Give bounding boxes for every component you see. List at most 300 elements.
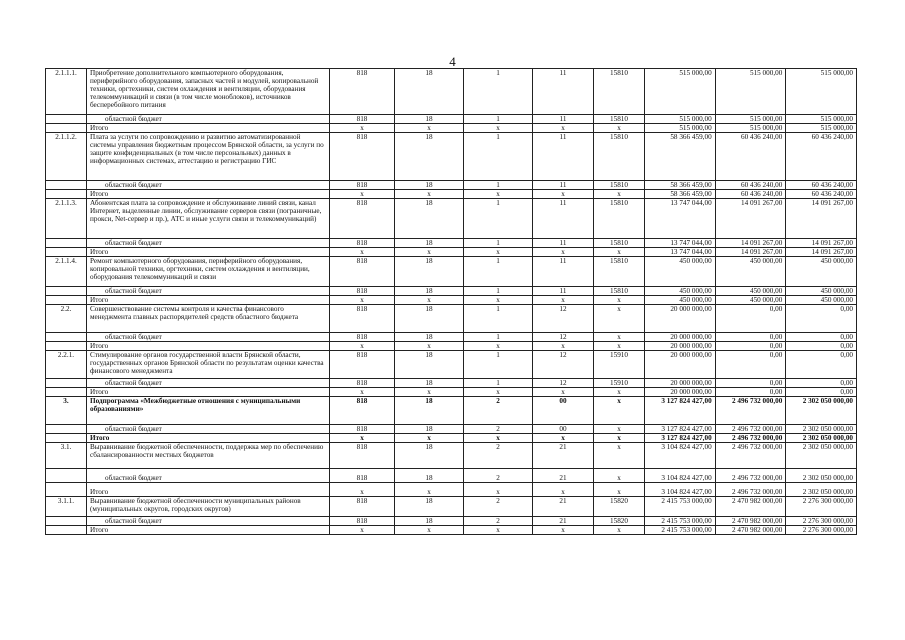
glavny-rasporyaditel-cell: x bbox=[330, 190, 395, 199]
row-name-cell: Итого bbox=[87, 248, 330, 257]
razdel-cell: x bbox=[395, 483, 464, 497]
napravlenie-cell: x bbox=[594, 469, 645, 483]
amount-year-3-cell: 14 091 267,00 bbox=[786, 239, 857, 248]
row-name-cell: областной бюджет bbox=[87, 239, 330, 248]
glavny-rasporyaditel-cell: 818 bbox=[330, 133, 395, 181]
meropriyatie-cell: 11 bbox=[533, 181, 594, 190]
row-name-cell: Выравнивание бюджетной обеспеченности, поддержка мер по обеспечению сбалансированности местных бюджетов bbox=[87, 443, 330, 469]
amount-year-3-cell: 450 000,00 bbox=[786, 287, 857, 296]
glavny-rasporyaditel-cell: 818 bbox=[330, 351, 395, 379]
amount-year-2-cell: 0,00 bbox=[715, 379, 786, 388]
razdel-cell: 18 bbox=[395, 115, 464, 124]
meropriyatie-cell: x bbox=[533, 434, 594, 443]
amount-year-3-cell: 2 302 050 000,00 bbox=[786, 397, 857, 425]
podrazdel-cell: 1 bbox=[464, 115, 533, 124]
budget-source-row bbox=[46, 239, 857, 248]
activity-row bbox=[46, 351, 857, 379]
amount-year-2-cell: 2 470 982 000,00 bbox=[715, 517, 786, 526]
glavny-rasporyaditel-cell: 818 bbox=[330, 69, 395, 115]
podrazdel-cell: 1 bbox=[464, 305, 533, 333]
razdel-cell: x bbox=[395, 124, 464, 133]
amount-year-3-cell: 515 000,00 bbox=[786, 124, 857, 133]
row-code-cell bbox=[46, 388, 87, 397]
activity-row bbox=[46, 257, 857, 287]
amount-year-1-cell: 2 415 753 000,00 bbox=[645, 497, 716, 517]
amount-year-3-cell: 60 436 240,00 bbox=[786, 181, 857, 190]
razdel-cell: 18 bbox=[395, 305, 464, 333]
budget-source-row bbox=[46, 469, 857, 483]
amount-year-1-cell: 20 000 000,00 bbox=[645, 379, 716, 388]
amount-year-1-cell: 515 000,00 bbox=[645, 115, 716, 124]
amount-year-1-cell: 3 127 824 427,00 bbox=[645, 397, 716, 425]
razdel-cell: 18 bbox=[395, 425, 464, 434]
row-code-cell bbox=[46, 342, 87, 351]
amount-year-3-cell: 0,00 bbox=[786, 342, 857, 351]
glavny-rasporyaditel-cell: x bbox=[330, 248, 395, 257]
meropriyatie-cell: x bbox=[533, 526, 594, 535]
napravlenie-cell: 15810 bbox=[594, 287, 645, 296]
row-code-cell bbox=[46, 333, 87, 342]
meropriyatie-cell: 11 bbox=[533, 257, 594, 287]
glavny-rasporyaditel-cell: 818 bbox=[330, 239, 395, 248]
meropriyatie-cell: 00 bbox=[533, 425, 594, 434]
napravlenie-cell: x bbox=[594, 305, 645, 333]
amount-year-2-cell: 14 091 267,00 bbox=[715, 239, 786, 248]
napravlenie-cell: 15910 bbox=[594, 379, 645, 388]
amount-year-3-cell: 515 000,00 bbox=[786, 115, 857, 124]
meropriyatie-cell: 21 bbox=[533, 443, 594, 469]
total-row bbox=[46, 434, 857, 443]
podrazdel-cell: 1 bbox=[464, 199, 533, 239]
row-code-cell bbox=[46, 124, 87, 133]
glavny-rasporyaditel-cell: x bbox=[330, 296, 395, 305]
total-row bbox=[46, 342, 857, 351]
glavny-rasporyaditel-cell: 818 bbox=[330, 443, 395, 469]
napravlenie-cell: x bbox=[594, 443, 645, 469]
row-name-cell: областной бюджет bbox=[87, 287, 330, 296]
row-name-cell: Совершенствование системы контроля и качества финансового менеджмента главных распорядителей средств областного бюджета bbox=[87, 305, 330, 333]
budget-source-row bbox=[46, 379, 857, 388]
amount-year-3-cell: 0,00 bbox=[786, 379, 857, 388]
napravlenie-cell: 15810 bbox=[594, 69, 645, 115]
row-name-cell: Подпрограмма «Межбюджетные отношения с муниципальными образованиями» bbox=[87, 397, 330, 425]
napravlenie-cell: 15810 bbox=[594, 115, 645, 124]
podrazdel-cell: 1 bbox=[464, 333, 533, 342]
amount-year-1-cell: 20 000 000,00 bbox=[645, 333, 716, 342]
row-name-cell: Итого bbox=[87, 483, 330, 497]
razdel-cell: 18 bbox=[395, 497, 464, 517]
napravlenie-cell: 15910 bbox=[594, 351, 645, 379]
podrazdel-cell: 1 bbox=[464, 133, 533, 181]
podrazdel-cell: 1 bbox=[464, 181, 533, 190]
budget-source-row bbox=[46, 333, 857, 342]
amount-year-1-cell: 58 366 459,00 bbox=[645, 190, 716, 199]
row-code-cell bbox=[46, 483, 87, 497]
activity-row bbox=[46, 133, 857, 181]
glavny-rasporyaditel-cell: 818 bbox=[330, 333, 395, 342]
row-code-cell bbox=[46, 190, 87, 199]
amount-year-2-cell: 0,00 bbox=[715, 333, 786, 342]
napravlenie-cell: x bbox=[594, 342, 645, 351]
meropriyatie-cell: 21 bbox=[533, 469, 594, 483]
podrazdel-cell: x bbox=[464, 434, 533, 443]
razdel-cell: 18 bbox=[395, 287, 464, 296]
podrazdel-cell: 2 bbox=[464, 517, 533, 526]
amount-year-1-cell: 58 366 459,00 bbox=[645, 133, 716, 181]
row-code-cell bbox=[46, 115, 87, 124]
amount-year-3-cell: 450 000,00 bbox=[786, 296, 857, 305]
meropriyatie-cell: x bbox=[533, 342, 594, 351]
amount-year-1-cell: 450 000,00 bbox=[645, 296, 716, 305]
podrazdel-cell: 1 bbox=[464, 239, 533, 248]
podrazdel-cell: x bbox=[464, 296, 533, 305]
row-code-cell bbox=[46, 181, 87, 190]
napravlenie-cell: x bbox=[594, 397, 645, 425]
amount-year-2-cell: 0,00 bbox=[715, 388, 786, 397]
glavny-rasporyaditel-cell: 818 bbox=[330, 115, 395, 124]
razdel-cell: 18 bbox=[395, 239, 464, 248]
row-code-cell bbox=[46, 248, 87, 257]
meropriyatie-cell: 11 bbox=[533, 115, 594, 124]
razdel-cell: x bbox=[395, 526, 464, 535]
napravlenie-cell: 15810 bbox=[594, 257, 645, 287]
row-name-cell: областной бюджет bbox=[87, 333, 330, 342]
row-code-cell: 3.1. bbox=[46, 443, 87, 469]
amount-year-1-cell: 58 366 459,00 bbox=[645, 181, 716, 190]
podrazdel-cell: x bbox=[464, 248, 533, 257]
razdel-cell: 18 bbox=[395, 469, 464, 483]
row-code-cell: 3. bbox=[46, 397, 87, 425]
podrazdel-cell: 1 bbox=[464, 69, 533, 115]
meropriyatie-cell: 12 bbox=[533, 305, 594, 333]
row-name-cell: Итого bbox=[87, 388, 330, 397]
row-code-cell: 2.1.1.4. bbox=[46, 257, 87, 287]
row-code-cell bbox=[46, 379, 87, 388]
glavny-rasporyaditel-cell: x bbox=[330, 526, 395, 535]
amount-year-1-cell: 20 000 000,00 bbox=[645, 342, 716, 351]
total-row bbox=[46, 388, 857, 397]
amount-year-1-cell: 3 127 824 427,00 bbox=[645, 434, 716, 443]
napravlenie-cell: x bbox=[594, 434, 645, 443]
amount-year-1-cell: 450 000,00 bbox=[645, 257, 716, 287]
page-number: 4 bbox=[449, 54, 456, 69]
podrazdel-cell: x bbox=[464, 483, 533, 497]
row-code-cell bbox=[46, 296, 87, 305]
row-code-cell bbox=[46, 287, 87, 296]
row-name-cell: Стимулирование органов государственной власти Брянской области, государственных органов Брянской области по результатам оценки качества финансового менеджмента bbox=[87, 351, 330, 379]
podrazdel-cell: x bbox=[464, 388, 533, 397]
glavny-rasporyaditel-cell: x bbox=[330, 342, 395, 351]
amount-year-1-cell: 3 104 824 427,00 bbox=[645, 469, 716, 483]
amount-year-3-cell: 2 302 050 000,00 bbox=[786, 469, 857, 483]
glavny-rasporyaditel-cell: 818 bbox=[330, 469, 395, 483]
napravlenie-cell: 15810 bbox=[594, 199, 645, 239]
row-name-cell: Приобретение дополнительного компьютерного оборудования, периферийного оборудования, запасных частей и модулей, копировальной техники, оргтехники, систем охлаждения и вентиляции, оборудования телекоммуникаций и связи (в том числе моноблоков), источников бесперебойного питания bbox=[87, 69, 330, 115]
podrazdel-cell: 2 bbox=[464, 425, 533, 434]
razdel-cell: x bbox=[395, 296, 464, 305]
row-code-cell bbox=[46, 434, 87, 443]
amount-year-1-cell: 3 104 824 427,00 bbox=[645, 443, 716, 469]
razdel-cell: 18 bbox=[395, 257, 464, 287]
razdel-cell: 18 bbox=[395, 351, 464, 379]
total-row bbox=[46, 248, 857, 257]
budget-source-row bbox=[46, 425, 857, 434]
meropriyatie-cell: 21 bbox=[533, 497, 594, 517]
meropriyatie-cell: x bbox=[533, 124, 594, 133]
napravlenie-cell: 15820 bbox=[594, 497, 645, 517]
meropriyatie-cell: x bbox=[533, 483, 594, 497]
napravlenie-cell: x bbox=[594, 124, 645, 133]
glavny-rasporyaditel-cell: 818 bbox=[330, 199, 395, 239]
napravlenie-cell: x bbox=[594, 248, 645, 257]
glavny-rasporyaditel-cell: 818 bbox=[330, 397, 395, 425]
razdel-cell: 18 bbox=[395, 133, 464, 181]
row-name-cell: Итого bbox=[87, 124, 330, 133]
row-name-cell: областной бюджет bbox=[87, 517, 330, 526]
total-row bbox=[46, 526, 857, 535]
meropriyatie-cell: 11 bbox=[533, 133, 594, 181]
row-name-cell: Итого bbox=[87, 434, 330, 443]
glavny-rasporyaditel-cell: 818 bbox=[330, 517, 395, 526]
podrazdel-cell: 1 bbox=[464, 257, 533, 287]
amount-year-1-cell: 515 000,00 bbox=[645, 124, 716, 133]
amount-year-1-cell: 2 415 753 000,00 bbox=[645, 517, 716, 526]
amount-year-3-cell: 2 276 300 000,00 bbox=[786, 497, 857, 517]
amount-year-3-cell: 0,00 bbox=[786, 351, 857, 379]
podrazdel-cell: 2 bbox=[464, 443, 533, 469]
meropriyatie-cell: 12 bbox=[533, 379, 594, 388]
row-code-cell bbox=[46, 517, 87, 526]
activity-row bbox=[46, 497, 857, 517]
napravlenie-cell: x bbox=[594, 483, 645, 497]
row-name-cell: Итого bbox=[87, 342, 330, 351]
razdel-cell: 18 bbox=[395, 443, 464, 469]
glavny-rasporyaditel-cell: 818 bbox=[330, 305, 395, 333]
amount-year-3-cell: 14 091 267,00 bbox=[786, 199, 857, 239]
amount-year-2-cell: 450 000,00 bbox=[715, 287, 786, 296]
row-code-cell: 2.2.1. bbox=[46, 351, 87, 379]
meropriyatie-cell: x bbox=[533, 388, 594, 397]
meropriyatie-cell: x bbox=[533, 190, 594, 199]
glavny-rasporyaditel-cell: 818 bbox=[330, 181, 395, 190]
row-code-cell: 2.1.1.1. bbox=[46, 69, 87, 115]
meropriyatie-cell: 11 bbox=[533, 199, 594, 239]
amount-year-1-cell: 20 000 000,00 bbox=[645, 351, 716, 379]
razdel-cell: 18 bbox=[395, 69, 464, 115]
razdel-cell: x bbox=[395, 190, 464, 199]
podrazdel-cell: 2 bbox=[464, 469, 533, 483]
glavny-rasporyaditel-cell: 818 bbox=[330, 497, 395, 517]
napravlenie-cell: 15810 bbox=[594, 181, 645, 190]
amount-year-3-cell: 450 000,00 bbox=[786, 257, 857, 287]
glavny-rasporyaditel-cell: x bbox=[330, 483, 395, 497]
razdel-cell: x bbox=[395, 434, 464, 443]
razdel-cell: 18 bbox=[395, 517, 464, 526]
total-row bbox=[46, 483, 857, 497]
amount-year-3-cell: 60 436 240,00 bbox=[786, 190, 857, 199]
glavny-rasporyaditel-cell: x bbox=[330, 388, 395, 397]
row-code-cell bbox=[46, 239, 87, 248]
meropriyatie-cell: 11 bbox=[533, 239, 594, 248]
meropriyatie-cell: 11 bbox=[533, 69, 594, 115]
row-code-cell bbox=[46, 526, 87, 535]
amount-year-3-cell: 2 276 300 000,00 bbox=[786, 517, 857, 526]
amount-year-2-cell: 450 000,00 bbox=[715, 296, 786, 305]
budget-source-row bbox=[46, 181, 857, 190]
podrazdel-cell: 1 bbox=[464, 287, 533, 296]
budget-source-row bbox=[46, 115, 857, 124]
napravlenie-cell: x bbox=[594, 526, 645, 535]
razdel-cell: x bbox=[395, 388, 464, 397]
razdel-cell: 18 bbox=[395, 181, 464, 190]
amount-year-2-cell: 2 496 732 000,00 bbox=[715, 483, 786, 497]
podrazdel-cell: 2 bbox=[464, 397, 533, 425]
total-row bbox=[46, 124, 857, 133]
amount-year-3-cell: 2 302 050 000,00 bbox=[786, 425, 857, 434]
glavny-rasporyaditel-cell: 818 bbox=[330, 379, 395, 388]
amount-year-1-cell: 13 747 044,00 bbox=[645, 239, 716, 248]
amount-year-3-cell: 515 000,00 bbox=[786, 69, 857, 115]
activity-row bbox=[46, 443, 857, 469]
row-name-cell: Выравнивание бюджетной обеспеченности муниципальных районов (муниципальных округов, городских округов) bbox=[87, 497, 330, 517]
amount-year-2-cell: 14 091 267,00 bbox=[715, 248, 786, 257]
amount-year-2-cell: 0,00 bbox=[715, 305, 786, 333]
budget-table-body bbox=[46, 69, 857, 535]
glavny-rasporyaditel-cell: x bbox=[330, 434, 395, 443]
activity-row bbox=[46, 69, 857, 115]
podrazdel-cell: 1 bbox=[464, 351, 533, 379]
napravlenie-cell: x bbox=[594, 388, 645, 397]
row-name-cell: Итого bbox=[87, 296, 330, 305]
meropriyatie-cell: 11 bbox=[533, 287, 594, 296]
activity-row bbox=[46, 199, 857, 239]
amount-year-2-cell: 60 436 240,00 bbox=[715, 133, 786, 181]
amount-year-2-cell: 2 496 732 000,00 bbox=[715, 469, 786, 483]
row-name-cell: областной бюджет bbox=[87, 469, 330, 483]
amount-year-1-cell: 13 747 044,00 bbox=[645, 248, 716, 257]
row-name-cell: областной бюджет bbox=[87, 181, 330, 190]
amount-year-3-cell: 0,00 bbox=[786, 305, 857, 333]
glavny-rasporyaditel-cell: 818 bbox=[330, 425, 395, 434]
razdel-cell: x bbox=[395, 342, 464, 351]
amount-year-2-cell: 0,00 bbox=[715, 342, 786, 351]
napravlenie-cell: 15810 bbox=[594, 133, 645, 181]
amount-year-2-cell: 2 470 982 000,00 bbox=[715, 497, 786, 517]
row-code-cell bbox=[46, 425, 87, 434]
razdel-cell: x bbox=[395, 248, 464, 257]
amount-year-3-cell: 2 276 300 000,00 bbox=[786, 526, 857, 535]
amount-year-1-cell: 2 415 753 000,00 bbox=[645, 526, 716, 535]
budget-table bbox=[45, 68, 857, 535]
napravlenie-cell: x bbox=[594, 190, 645, 199]
row-name-cell: Плата за услуги по сопровождению и развитию автоматизированной системы управления бюджетным процессом Брянской области, за услуги по защите конфиденциальных (в том числе персональных) данных в информационных системах, аттестацию и регистрацию ГИС bbox=[87, 133, 330, 181]
razdel-cell: 18 bbox=[395, 379, 464, 388]
amount-year-2-cell: 515 000,00 bbox=[715, 124, 786, 133]
podrazdel-cell: 1 bbox=[464, 379, 533, 388]
row-name-cell: Ремонт компьютерного оборудования, периферийного оборудования, копировальной техники, оргтехники, систем охлаждения и вентиляции, оборудования телекоммуникаций и связи bbox=[87, 257, 330, 287]
row-code-cell bbox=[46, 469, 87, 483]
amount-year-1-cell: 20 000 000,00 bbox=[645, 388, 716, 397]
budget-source-row bbox=[46, 287, 857, 296]
napravlenie-cell: 15820 bbox=[594, 517, 645, 526]
meropriyatie-cell: 12 bbox=[533, 351, 594, 379]
napravlenie-cell: x bbox=[594, 425, 645, 434]
amount-year-2-cell: 2 496 732 000,00 bbox=[715, 443, 786, 469]
napravlenie-cell: x bbox=[594, 296, 645, 305]
napravlenie-cell: x bbox=[594, 333, 645, 342]
budget-source-row bbox=[46, 517, 857, 526]
row-name-cell: Абонентская плата за сопровождение и обслуживание линий связи, канал Интернет, выделенные линии, обслуживание серверов связи (пограничные, прокси, Net-сервер и пр.), АТС и иные услуги связи и телекоммуникаций) bbox=[87, 199, 330, 239]
total-row bbox=[46, 296, 857, 305]
razdel-cell: 18 bbox=[395, 333, 464, 342]
podrazdel-cell: x bbox=[464, 190, 533, 199]
amount-year-2-cell: 0,00 bbox=[715, 351, 786, 379]
activity-row bbox=[46, 397, 857, 425]
row-name-cell: областной бюджет bbox=[87, 379, 330, 388]
meropriyatie-cell: 12 bbox=[533, 333, 594, 342]
amount-year-3-cell: 60 436 240,00 bbox=[786, 133, 857, 181]
amount-year-1-cell: 450 000,00 bbox=[645, 287, 716, 296]
amount-year-2-cell: 2 496 732 000,00 bbox=[715, 425, 786, 434]
podrazdel-cell: 2 bbox=[464, 497, 533, 517]
amount-year-1-cell: 515 000,00 bbox=[645, 69, 716, 115]
razdel-cell: 18 bbox=[395, 397, 464, 425]
podrazdel-cell: x bbox=[464, 124, 533, 133]
razdel-cell: 18 bbox=[395, 199, 464, 239]
amount-year-3-cell: 0,00 bbox=[786, 388, 857, 397]
amount-year-3-cell: 0,00 bbox=[786, 333, 857, 342]
meropriyatie-cell: 00 bbox=[533, 397, 594, 425]
amount-year-2-cell: 60 436 240,00 bbox=[715, 190, 786, 199]
row-name-cell: Итого bbox=[87, 526, 330, 535]
total-row bbox=[46, 190, 857, 199]
meropriyatie-cell: 21 bbox=[533, 517, 594, 526]
row-name-cell: областной бюджет bbox=[87, 115, 330, 124]
amount-year-2-cell: 515 000,00 bbox=[715, 115, 786, 124]
row-code-cell: 2.1.1.3. bbox=[46, 199, 87, 239]
amount-year-2-cell: 2 496 732 000,00 bbox=[715, 397, 786, 425]
amount-year-2-cell: 2 470 982 000,00 bbox=[715, 526, 786, 535]
row-code-cell: 2.2. bbox=[46, 305, 87, 333]
row-code-cell: 2.1.1.2. bbox=[46, 133, 87, 181]
amount-year-2-cell: 2 496 732 000,00 bbox=[715, 434, 786, 443]
podrazdel-cell: x bbox=[464, 342, 533, 351]
amount-year-2-cell: 515 000,00 bbox=[715, 69, 786, 115]
amount-year-3-cell: 2 302 050 000,00 bbox=[786, 443, 857, 469]
amount-year-1-cell: 13 747 044,00 bbox=[645, 199, 716, 239]
amount-year-1-cell: 3 104 824 427,00 bbox=[645, 483, 716, 497]
glavny-rasporyaditel-cell: 818 bbox=[330, 287, 395, 296]
row-name-cell: Итого bbox=[87, 190, 330, 199]
amount-year-1-cell: 20 000 000,00 bbox=[645, 305, 716, 333]
amount-year-2-cell: 450 000,00 bbox=[715, 257, 786, 287]
meropriyatie-cell: x bbox=[533, 248, 594, 257]
meropriyatie-cell: x bbox=[533, 296, 594, 305]
glavny-rasporyaditel-cell: 818 bbox=[330, 257, 395, 287]
row-name-cell: областной бюджет bbox=[87, 425, 330, 434]
activity-row bbox=[46, 305, 857, 333]
glavny-rasporyaditel-cell: x bbox=[330, 124, 395, 133]
amount-year-3-cell: 2 302 050 000,00 bbox=[786, 483, 857, 497]
amount-year-3-cell: 2 302 050 000,00 bbox=[786, 434, 857, 443]
amount-year-2-cell: 14 091 267,00 bbox=[715, 199, 786, 239]
napravlenie-cell: 15810 bbox=[594, 239, 645, 248]
row-code-cell: 3.1.1. bbox=[46, 497, 87, 517]
amount-year-2-cell: 60 436 240,00 bbox=[715, 181, 786, 190]
podrazdel-cell: x bbox=[464, 526, 533, 535]
amount-year-1-cell: 3 127 824 427,00 bbox=[645, 425, 716, 434]
amount-year-3-cell: 14 091 267,00 bbox=[786, 248, 857, 257]
